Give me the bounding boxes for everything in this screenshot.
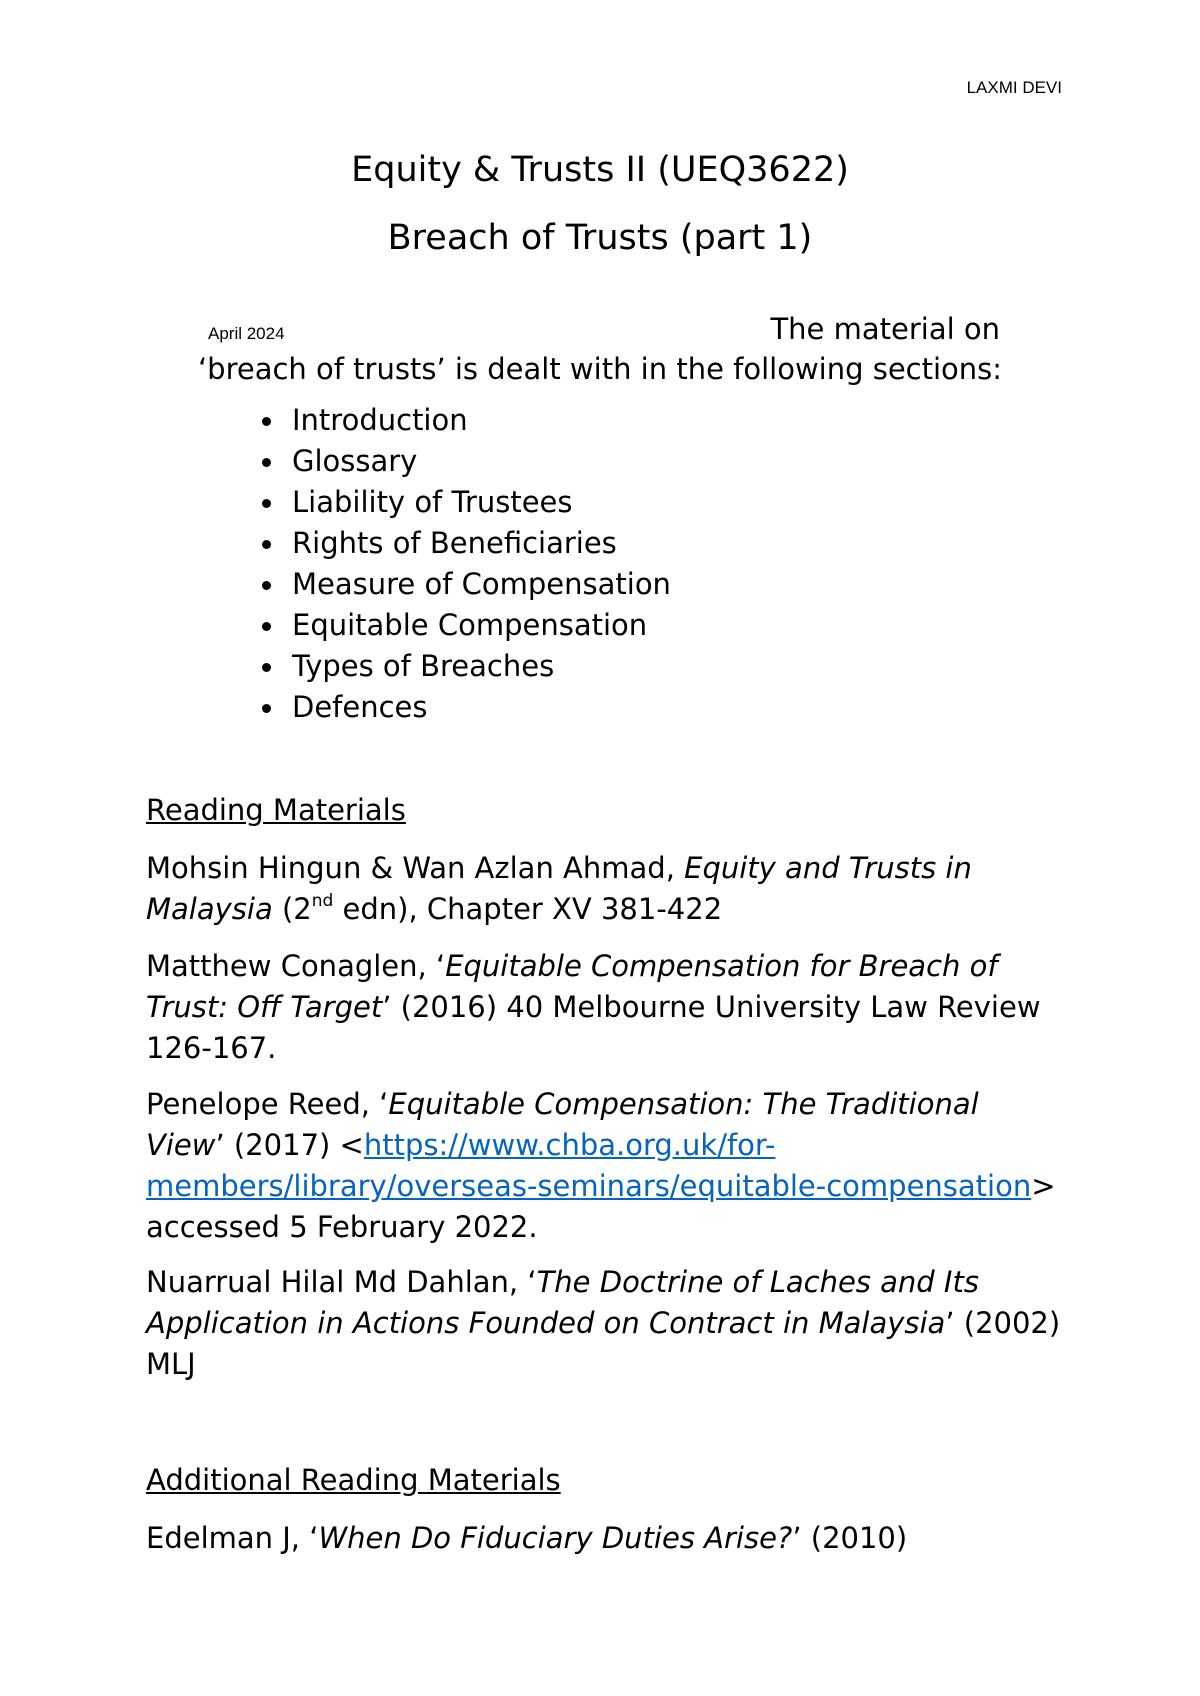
- reference-detail: ’ (2002) MLJ: [146, 1306, 1061, 1381]
- reference-authors: Edelman J, ‘: [146, 1521, 319, 1555]
- reference-authors: Matthew Conaglen, ‘: [146, 949, 446, 983]
- reference-url-link[interactable]: https://www.chba.org.uk/for-members/library/overseas-seminars/equitable-compensation: [146, 1128, 1032, 1203]
- section-item: Equitable Compensation: [268, 605, 671, 646]
- additional-reference-1: [146, 1518, 1066, 1559]
- reference-detail: ’ (2010): [792, 1521, 908, 1555]
- reference-authors: Nuarrual Hilal Md Dahlan, ‘: [146, 1265, 537, 1299]
- reference-title: Equity and Trusts in Malaysia: [146, 851, 972, 926]
- reference-authors: Penelope Reed, ‘: [146, 1087, 389, 1121]
- reading-reference-3: [146, 1084, 1066, 1248]
- intro-text-part2: ‘breach of trusts’ is dealt with in the following sections:: [197, 352, 1003, 386]
- reference-title: When Do Fiduciary Duties Arise?: [318, 1521, 793, 1555]
- reference-title: Equitable Compensation for Breach of Trust: Off Target: [146, 949, 998, 1024]
- section-item: Types of Breaches: [268, 646, 671, 687]
- reference-detail: ’ (2017) <: [215, 1128, 364, 1162]
- section-item: Introduction: [268, 400, 671, 441]
- document-date: April 2024: [208, 324, 285, 343]
- sections-list: [268, 400, 671, 728]
- reading-reference-2: [146, 946, 1066, 1069]
- reference-title: The Doctrine of Laches and Its Application in Actions Founded on Contract in Malaysia: [146, 1265, 979, 1340]
- reading-reference-4: [146, 1262, 1066, 1385]
- section-item: Defences: [268, 687, 671, 728]
- additional-reading-heading: Additional Reading Materials: [146, 1463, 561, 1497]
- reference-detail: (2: [272, 892, 312, 926]
- section-item: Measure of Compensation: [268, 564, 671, 605]
- topic-title: Breach of Trusts (part 1): [387, 218, 813, 258]
- reference-title: Equitable Compensation: The Traditional View: [146, 1087, 979, 1162]
- reference-detail: ’ (2016) 40 Melbourne University Law Review 126-167.: [146, 990, 1041, 1065]
- reference-detail: > accessed 5 February 2022.: [146, 1169, 1056, 1244]
- section-item: Rights of Beneficiaries: [268, 523, 671, 564]
- intro-text-part1: The material on: [770, 312, 1000, 346]
- section-item: Liability of Trustees: [268, 482, 671, 523]
- course-title: Equity & Trusts II (UEQ3622): [351, 150, 849, 190]
- author-header: LAXMI DEVI: [966, 78, 1062, 97]
- reference-detail: edn), Chapter XV 381-422: [333, 892, 723, 926]
- reading-materials-heading: Reading Materials: [146, 793, 406, 827]
- reference-authors: Mohsin Hingun & Wan Azlan Ahmad,: [146, 851, 685, 885]
- section-item: Glossary: [268, 441, 671, 482]
- edition-superscript: nd: [311, 891, 334, 911]
- reading-reference-1: [146, 848, 1066, 930]
